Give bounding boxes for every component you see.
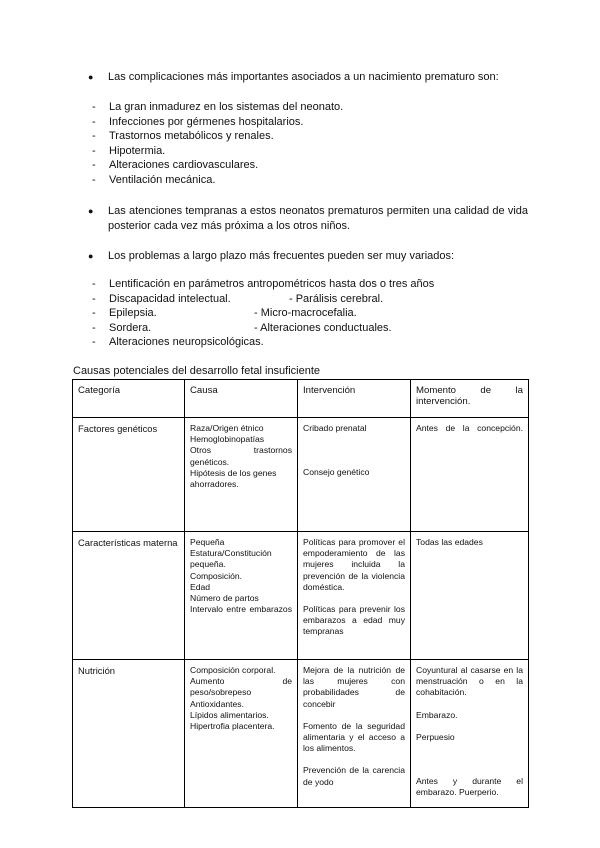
table-row: [73, 418, 529, 532]
cell-causa: Composición corporal. Aumento de peso/sobrepeso Antioxidantes. Lípidos alimentarios. Hipertrofia placentera.: [185, 660, 298, 808]
bullet-text: Los problemas a largo plazo más frecuentes pueden ser muy variados:: [108, 250, 455, 262]
cell-intervencion: Mejora de la nutrición de las mujeres con probabilidades de concebir Fomento de la seguridad alimentaria y el acceso a los alimentos. Prevención de la carencia de yodo: [298, 660, 411, 808]
causas-table: [72, 379, 529, 808]
document-page: ● Las complicaciones más importantes asociados a un nacimiento prematuro son: - La gran inmadurez en los sistemas del neonato. - Infecciones por gérmenes hospitalarios. - Trastornos metabólicos y renales. - Hipotermia. - Alteraciones cardiovasculares. - Ventilación mecánica. ● Las atenciones tempranas a estos neonatos prematuros permiten una calidad de vida posterior cada vez más próxima a los otros niños. ● Los problemas a largo plazo más frecuentes pueden ser muy variados: - Lentificación en parámetros antropométricos hasta dos o tres años - Discapacidad intelectual. - Parálisis cerebral. - Epilepsia. - Micro-macrocefalia. - Sordera. - Alteraciones conductuales. - Alteraciones neuropsicológicas. Causas potenciales del desarrollo fetal insuficiente Categoría Causa Intervención Momento de la intervención. Factores genéticos Raza/Origen étnico Hemoglobinopatías Otros trastornos genéticos. Hipótesis de los genes ahorradores. Cribado prenatal Consejo genético Antes de la concepción. Características materna Pequeña Estatura/Constitución pequeña. Composición. Edad Número de partos Intervalo entre embarazos Políticas para promover el empoderamiento de las mujeres incluida la prevención de la violencia doméstica. Políticas para prevenir los embarazos a edad muy tempranas Todas las edades Nutrición Composición corporal. Aumento de peso/sobrepeso Antioxidantes. Lípidos alimentarios. Hipertrofia placentera. Mejora de la nutrición de las mujeres con probabilidades de concebir Fomento de la seguridad alimentaria y el acceso a los alimentos. Prevención de la carencia de yodo Coyuntural al casarse en la menstruación o en la cohabitación. Embarazo. Perpuesio Antes y durante el embarazo. Puerperio.: [0, 0, 600, 848]
header-categoria: Categoría: [73, 380, 185, 418]
cell-intervencion: Cribado prenatal Consejo genético: [298, 418, 411, 532]
cell-categoria: Características materna: [73, 532, 185, 660]
table-caption: Causas potenciales del desarrollo fetal insuficiente: [73, 365, 321, 377]
table-row: [73, 532, 529, 660]
table-header-row: [73, 380, 529, 418]
header-intervencion: Intervención: [298, 380, 411, 418]
cell-categoria: Factores genéticos: [73, 418, 185, 532]
bullet-text: Las complicaciones más importantes asociados a un nacimiento prematuro son:: [108, 71, 499, 83]
header-causa: Causa: [185, 380, 298, 418]
header-momento: Momento de la intervención.: [411, 380, 529, 418]
bullet-dot-icon: ●: [88, 72, 94, 82]
bullet-dot-icon: ●: [88, 206, 94, 216]
cell-momento: Todas las edades: [411, 532, 529, 660]
table-row: [73, 660, 529, 808]
cell-causa: Pequeña Estatura/Constitución pequeña. Composición. Edad Número de partos Intervalo entre embarazos: [185, 532, 298, 660]
cell-momento: Antes de la concepción.: [411, 418, 529, 532]
cell-categoria: Nutrición: [73, 660, 185, 808]
cell-causa: Raza/Origen étnico Hemoglobinopatías Otros trastornos genéticos. Hipótesis de los genes ahorradores.: [185, 418, 298, 532]
cell-momento: Coyuntural al casarse en la menstruación o en la cohabitación. Embarazo. Perpuesio Antes y durante el embarazo. Puerperio.: [411, 660, 529, 808]
bullet-dot-icon: ●: [88, 251, 94, 261]
cell-intervencion: Políticas para promover el empoderamiento de las mujeres incluida la prevención de la violencia doméstica. Políticas para prevenir los embarazos a edad muy tempranas: [298, 532, 411, 660]
bullet-text: Las atenciones tempranas a estos neonatos prematuros permiten una calidad de vida posterior cada vez más próxima a los otros niños.: [108, 205, 528, 232]
